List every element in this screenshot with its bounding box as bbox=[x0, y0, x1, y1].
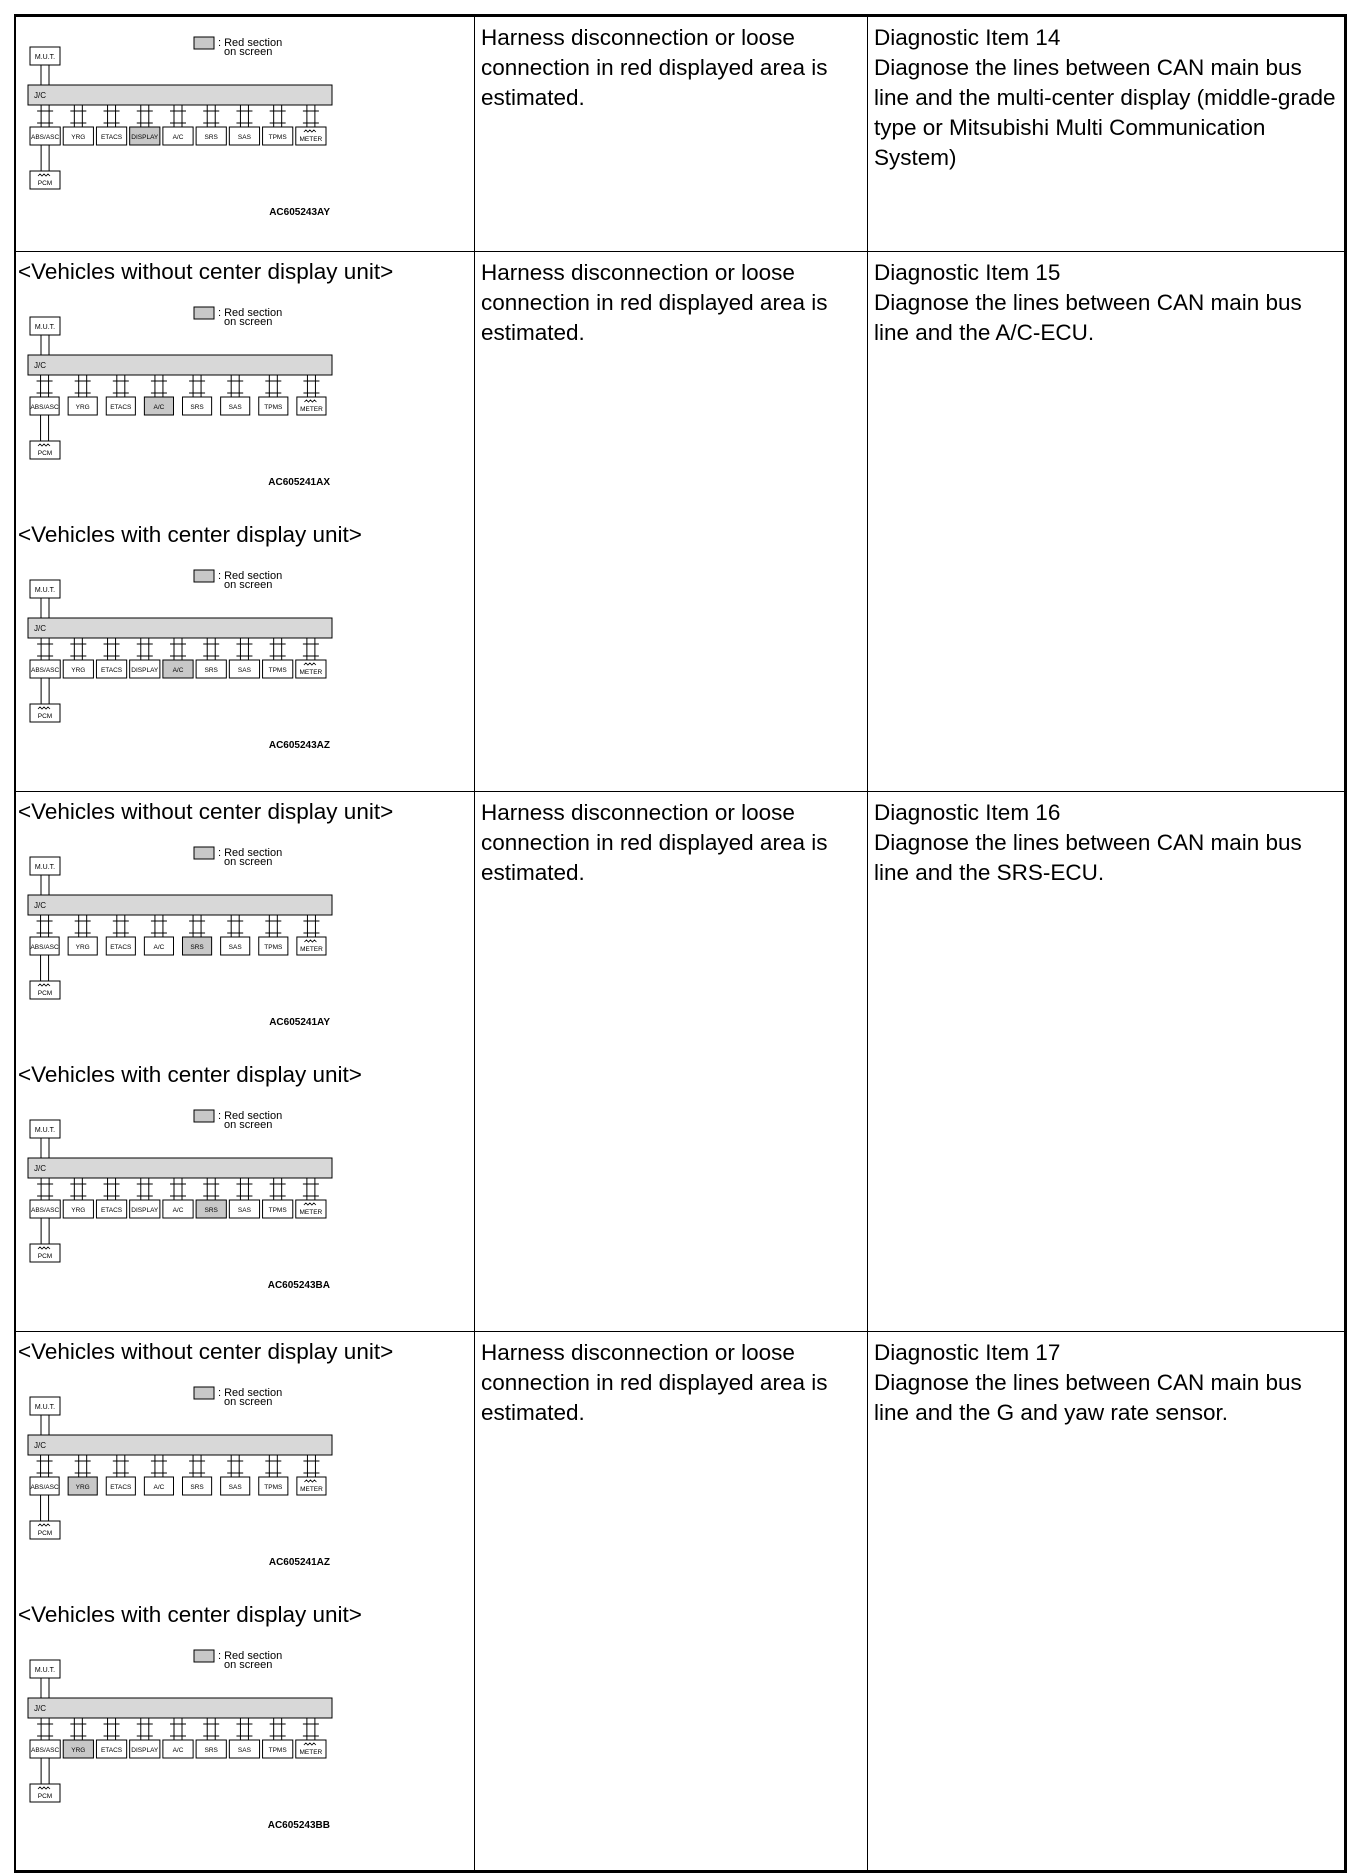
pcm-label: PCM bbox=[37, 990, 53, 997]
ecu-label: A/C bbox=[153, 944, 165, 951]
ecu-label: ABS/ASC bbox=[31, 134, 60, 141]
pcm-label: PCM bbox=[37, 450, 53, 457]
cause-cell bbox=[475, 16, 868, 252]
ecu-label: SRS bbox=[204, 667, 218, 674]
legend-text: on screen bbox=[224, 1119, 273, 1131]
legend-text: on screen bbox=[224, 1396, 273, 1408]
ecu-label: ETACS bbox=[100, 134, 123, 141]
jc-label: J/C bbox=[34, 624, 46, 633]
figure-cell bbox=[15, 16, 475, 252]
ecu-label: ETACS bbox=[110, 1484, 132, 1491]
legend-text: on screen bbox=[224, 856, 273, 868]
variant-heading: <Vehicles without center display unit> bbox=[18, 259, 394, 284]
ecu-label: SRS bbox=[190, 944, 204, 951]
can-bus-diagram bbox=[20, 550, 460, 778]
ecu-label: TPMS bbox=[264, 404, 283, 411]
legend-text: : Red section bbox=[218, 847, 283, 859]
ecu-label: ETACS bbox=[100, 667, 123, 674]
jc-label: J/C bbox=[34, 361, 46, 370]
cause-cell bbox=[475, 252, 868, 792]
junction-bus bbox=[28, 1158, 332, 1178]
ecu-label: METER bbox=[300, 946, 323, 953]
ecu-label: SAS bbox=[237, 667, 251, 674]
ecu-label: DISPLAY bbox=[131, 1747, 159, 1754]
diag-text: Diagnose the lines between CAN main bus line and the G and yaw rate sensor. bbox=[874, 1370, 1302, 1425]
figure-code: AC605243AZ bbox=[268, 740, 330, 751]
ecu-label: TPMS bbox=[268, 134, 287, 141]
mut-label: M.U.T. bbox=[34, 54, 56, 61]
table-row bbox=[15, 16, 1346, 252]
ecu-label: ETACS bbox=[110, 404, 132, 411]
table-row bbox=[15, 1332, 1346, 1872]
ecu-label: TPMS bbox=[268, 1747, 287, 1754]
diag-text: Diagnose the lines between CAN main bus line and the SRS-ECU. bbox=[874, 830, 1302, 885]
cause-text: Harness disconnection or loose connection in red displayed area is estimated. bbox=[481, 25, 828, 110]
can-bus-diagram bbox=[20, 1630, 460, 1858]
legend-marker bbox=[194, 570, 214, 582]
legend-text: : Red section bbox=[218, 1110, 283, 1122]
junction-bus bbox=[28, 1698, 332, 1718]
ecu-label: ETACS bbox=[100, 1747, 123, 1754]
ecu-label: SAS bbox=[228, 1484, 242, 1491]
cause-text: Harness disconnection or loose connection in red displayed area is estimated. bbox=[481, 260, 828, 345]
can-bus-diagram bbox=[20, 17, 460, 249]
diagnostic-table bbox=[14, 14, 1347, 1873]
variant-heading: <Vehicles with center display unit> bbox=[18, 522, 362, 547]
cause-text: Harness disconnection or loose connection in red displayed area is estimated. bbox=[481, 1340, 828, 1425]
ecu-label: YRG bbox=[75, 944, 90, 951]
pcm-label: PCM bbox=[37, 713, 53, 720]
ecu-label: TPMS bbox=[264, 1484, 283, 1491]
ecu-label: SRS bbox=[190, 1484, 204, 1491]
pcm-label: PCM bbox=[37, 180, 53, 187]
legend-text: : Red section bbox=[218, 1387, 283, 1399]
figure-cell bbox=[15, 252, 475, 792]
ecu-label: YRG bbox=[71, 134, 86, 141]
jc-label: J/C bbox=[34, 91, 46, 100]
jc-label: J/C bbox=[34, 901, 46, 910]
legend-text: : Red section bbox=[218, 570, 283, 582]
legend-marker bbox=[194, 1387, 214, 1399]
legend-text: on screen bbox=[224, 1659, 273, 1671]
ecu-label: SAS bbox=[237, 134, 251, 141]
legend-text: on screen bbox=[224, 579, 273, 591]
junction-bus bbox=[28, 895, 332, 915]
table-row bbox=[15, 792, 1346, 1332]
diag-text: Diagnose the lines between CAN main bus line and the A/C-ECU. bbox=[874, 290, 1302, 345]
ecu-label: A/C bbox=[153, 404, 165, 411]
diag-title: Diagnostic Item 17 bbox=[874, 1340, 1061, 1365]
legend-marker bbox=[194, 307, 214, 319]
jc-label: J/C bbox=[34, 1164, 46, 1173]
figure-code: AC605241AY bbox=[269, 1017, 330, 1028]
mut-label: M.U.T. bbox=[34, 324, 56, 331]
ecu-label: SRS bbox=[204, 1747, 218, 1754]
diag-title: Diagnostic Item 16 bbox=[874, 800, 1061, 825]
ecu-label: A/C bbox=[153, 1484, 165, 1491]
ecu-label: A/C bbox=[172, 667, 184, 674]
junction-bus bbox=[28, 618, 332, 638]
ecu-label: ABS/ASC bbox=[31, 1747, 60, 1754]
mut-label: M.U.T. bbox=[34, 587, 56, 594]
ecu-label: ABS/ASC bbox=[31, 1207, 60, 1214]
figure-code: AC605243BA bbox=[267, 1280, 330, 1291]
ecu-label: ETACS bbox=[110, 944, 132, 951]
figure-cell bbox=[15, 1332, 475, 1872]
ecu-label: TPMS bbox=[268, 1207, 287, 1214]
ecu-label: TPMS bbox=[264, 944, 283, 951]
ecu-label: ABS/ASC bbox=[30, 944, 59, 951]
legend-text: on screen bbox=[224, 46, 273, 58]
ecu-label: SRS bbox=[190, 404, 204, 411]
ecu-label: YRG bbox=[75, 1484, 90, 1491]
legend-marker bbox=[194, 1110, 214, 1122]
ecu-label: TPMS bbox=[268, 667, 287, 674]
diag-text: Diagnose the lines between CAN main bus line and the multi-center display (middle-grade type or Mitsubishi Multi Communication System) bbox=[874, 55, 1336, 170]
diagnosis-cell bbox=[868, 252, 1346, 792]
mut-label: M.U.T. bbox=[34, 1404, 56, 1411]
can-bus-diagram bbox=[20, 1367, 460, 1595]
ecu-label: YRG bbox=[75, 404, 90, 411]
ecu-label: METER bbox=[299, 1749, 323, 1756]
cause-text: Harness disconnection or loose connection in red displayed area is estimated. bbox=[481, 800, 828, 885]
pcm-label: PCM bbox=[37, 1530, 53, 1537]
junction-bus bbox=[28, 85, 332, 105]
ecu-label: YRG bbox=[71, 1747, 86, 1754]
can-bus-diagram bbox=[20, 287, 460, 515]
junction-bus bbox=[28, 355, 332, 375]
legend-text: : Red section bbox=[218, 307, 283, 319]
pcm-label: PCM bbox=[37, 1253, 53, 1260]
legend-marker bbox=[194, 1650, 214, 1662]
ecu-label: SAS bbox=[237, 1207, 251, 1214]
ecu-label: ABS/ASC bbox=[31, 667, 60, 674]
figure-code: AC605241AZ bbox=[268, 1557, 330, 1568]
ecu-label: SAS bbox=[237, 1747, 251, 1754]
cause-cell bbox=[475, 1332, 868, 1872]
jc-label: J/C bbox=[34, 1441, 46, 1450]
legend-marker bbox=[194, 37, 214, 49]
cause-cell bbox=[475, 792, 868, 1332]
diag-title: Diagnostic Item 14 bbox=[874, 25, 1061, 50]
figure-cell bbox=[15, 792, 475, 1332]
ecu-label: METER bbox=[299, 136, 323, 143]
ecu-label: SAS bbox=[228, 404, 242, 411]
ecu-label: ETACS bbox=[100, 1207, 123, 1214]
variant-heading: <Vehicles with center display unit> bbox=[18, 1602, 362, 1627]
legend-marker bbox=[194, 847, 214, 859]
legend-text: on screen bbox=[224, 316, 273, 328]
ecu-label: A/C bbox=[172, 134, 184, 141]
ecu-label: DISPLAY bbox=[131, 134, 159, 141]
figure-code: AC605243BB bbox=[267, 1820, 330, 1831]
diagnosis-cell bbox=[868, 792, 1346, 1332]
junction-bus bbox=[28, 1435, 332, 1455]
ecu-label: SRS bbox=[204, 134, 218, 141]
mut-label: M.U.T. bbox=[34, 1127, 56, 1134]
variant-heading: <Vehicles without center display unit> bbox=[18, 799, 394, 824]
table-row bbox=[15, 252, 1346, 792]
diagnosis-cell bbox=[868, 16, 1346, 252]
ecu-label: SRS bbox=[204, 1207, 218, 1214]
figure-code: AC605243AY bbox=[269, 207, 330, 218]
variant-heading: <Vehicles without center display unit> bbox=[18, 1339, 394, 1364]
diagnosis-cell bbox=[868, 1332, 1346, 1872]
ecu-label: YRG bbox=[71, 667, 86, 674]
ecu-label: A/C bbox=[172, 1747, 184, 1754]
can-bus-diagram bbox=[20, 1090, 460, 1318]
legend-text: : Red section bbox=[218, 37, 283, 49]
ecu-label: METER bbox=[299, 669, 323, 676]
ecu-label: A/C bbox=[172, 1207, 184, 1214]
ecu-label: SAS bbox=[228, 944, 242, 951]
ecu-label: METER bbox=[300, 1486, 323, 1493]
diag-title: Diagnostic Item 15 bbox=[874, 260, 1061, 285]
pcm-label: PCM bbox=[37, 1793, 53, 1800]
ecu-label: DISPLAY bbox=[131, 1207, 159, 1214]
ecu-label: DISPLAY bbox=[131, 667, 159, 674]
ecu-label: METER bbox=[299, 1209, 323, 1216]
mut-label: M.U.T. bbox=[34, 1667, 56, 1674]
ecu-label: ABS/ASC bbox=[30, 1484, 59, 1491]
figure-code: AC605241AX bbox=[268, 477, 330, 488]
variant-heading: <Vehicles with center display unit> bbox=[18, 1062, 362, 1087]
ecu-label: ABS/ASC bbox=[30, 404, 59, 411]
legend-text: : Red section bbox=[218, 1650, 283, 1662]
jc-label: J/C bbox=[34, 1704, 46, 1713]
ecu-label: METER bbox=[300, 406, 323, 413]
can-bus-diagram bbox=[20, 827, 460, 1055]
mut-label: M.U.T. bbox=[34, 864, 56, 871]
ecu-label: YRG bbox=[71, 1207, 86, 1214]
